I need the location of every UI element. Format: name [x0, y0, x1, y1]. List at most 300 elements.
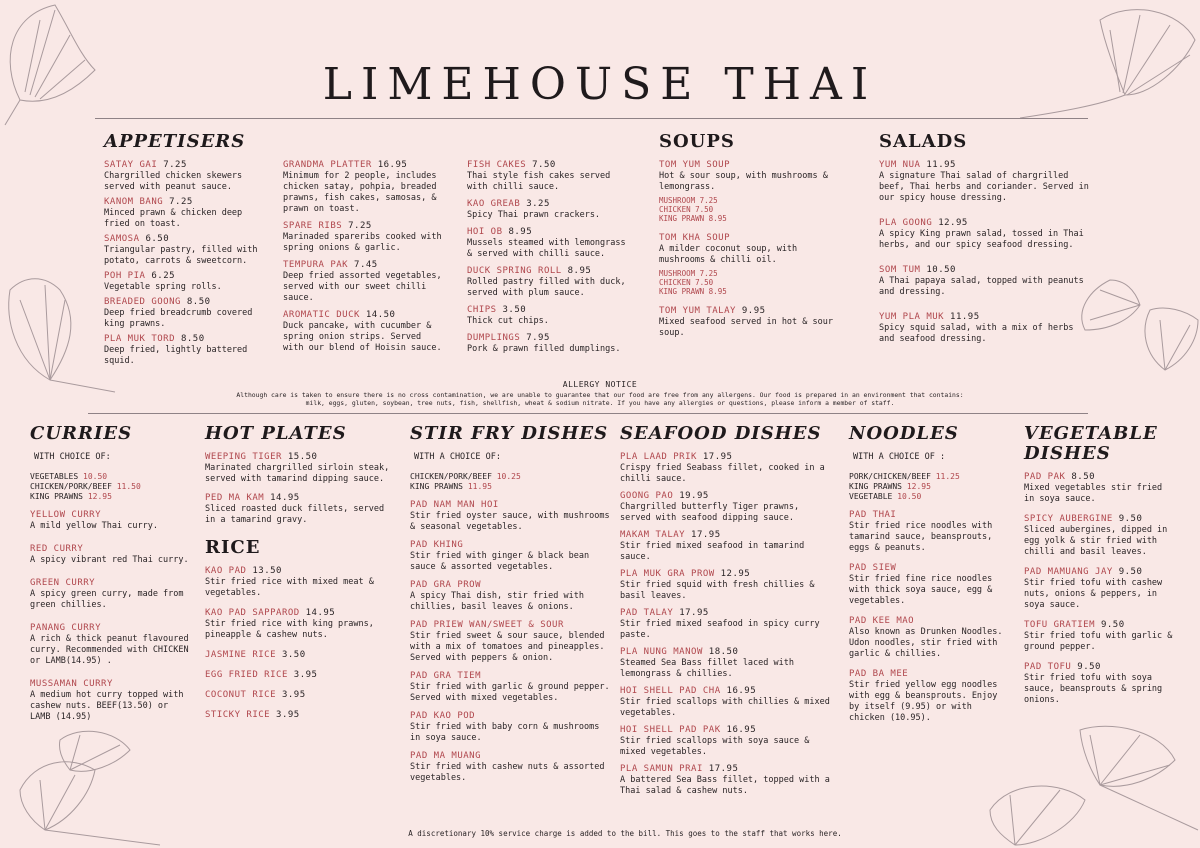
item-description: Stir fried oyster sauce, with mushrooms & seasonal vegetables. — [410, 511, 610, 532]
seafood-title: SEAFOOD DISHES — [620, 423, 822, 444]
item-description: Stir fried with ginger & black bean sauce & assorted vegetables. — [410, 551, 590, 572]
item-description: Marinaded spareribs cooked with spring onions & garlic. — [283, 232, 442, 253]
item-name — [30, 510, 190, 521]
hot-plates-section — [205, 424, 390, 730]
item-price: 8.50 — [180, 334, 205, 344]
menu-item — [104, 160, 264, 193]
option-line — [30, 492, 190, 502]
menu-item — [467, 266, 632, 299]
item-description: Chargrilled butterfly Tiger prawns, served with seafood dipping sauce. — [620, 502, 800, 523]
curries-options — [30, 472, 190, 502]
item-price: 19.95 — [679, 491, 709, 501]
item-name — [104, 160, 264, 171]
item-name — [30, 623, 190, 634]
item-title: RED CURRY — [30, 544, 84, 554]
item-name — [1024, 620, 1174, 631]
item-title: PAD GRA PROW — [410, 580, 482, 590]
item-description: Deep fried assorted vegetables, served with our sweet chilli sauce. — [283, 271, 442, 303]
ginkgo-leaf-left-mid-icon — [0, 230, 120, 400]
appetisers-column-2 — [283, 160, 443, 360]
item-price: 14.95 — [270, 493, 300, 503]
item-description: A rich & thick peanut flavoured curry. Recommended with CHICKEN or LAMB(14.95) . — [30, 634, 189, 666]
menu-item — [659, 233, 839, 296]
item-title: PAD PRIEW WAN/SWEET & SOUR — [410, 620, 564, 630]
option-label: KING PRAWNS — [849, 482, 902, 491]
item-price: 8.50 — [1071, 472, 1096, 482]
item-description: Stir fried with baby corn & mushrooms in soya sauce. — [410, 722, 600, 743]
seafood-section — [620, 424, 830, 803]
item-price: 6.50 — [145, 234, 170, 244]
menu-item — [410, 620, 610, 664]
item-price: 16.95 — [726, 725, 757, 735]
item-name — [620, 647, 830, 658]
item-title: MAKAM TALAY — [620, 530, 686, 540]
item-title: YUM NUA — [879, 160, 921, 170]
item-description: A spicy King prawn salad, tossed in Thai herbs, and our spicy seafood dressing. — [879, 229, 1084, 250]
item-title: PAD SIEW — [849, 563, 897, 573]
menu-item — [283, 160, 443, 215]
menu-item — [205, 710, 390, 721]
vegetable-list — [1024, 472, 1174, 706]
item-name — [467, 199, 632, 210]
stir-fry-title: STIR FRY DISHES — [410, 423, 609, 444]
option-price: 11.50 — [116, 482, 141, 491]
item-price: 16.95 — [726, 686, 757, 696]
item-name — [620, 491, 830, 502]
menu-item — [30, 578, 190, 611]
item-name — [620, 530, 830, 541]
item-variants — [659, 269, 839, 296]
item-price: 13.50 — [252, 566, 282, 576]
soups-title: SOUPS — [659, 131, 735, 152]
hot-plates-title: HOT PLATES — [205, 423, 347, 444]
option-price: 12.95 — [906, 482, 931, 491]
item-title: HOI SHELL PAD PAK — [620, 725, 721, 735]
salads-list — [879, 160, 1089, 345]
item-price: 7.50 — [532, 160, 556, 170]
item-title: PLA MUK TORD — [104, 334, 176, 344]
item-variant: MUSHROOM 7.25 — [659, 196, 718, 205]
item-name — [104, 271, 264, 282]
item-description: Triangular pastry, filled with potato, carrots & sweetcorn. — [104, 245, 258, 266]
item-title: AROMATIC DUCK — [283, 310, 360, 320]
item-title: SPARE RIBS — [283, 221, 343, 231]
item-description: Stir fried squid with fresh chillies & basil leaves. — [620, 580, 815, 601]
menu-item — [30, 623, 190, 667]
item-name — [205, 452, 390, 463]
item-description: Stir fried rice with mixed meat & vegetables. — [205, 577, 374, 598]
item-price: 15.50 — [287, 452, 318, 462]
stir-fry-options — [410, 472, 610, 492]
item-name — [620, 686, 830, 697]
item-price: 11.95 — [926, 160, 956, 170]
item-name — [620, 608, 830, 619]
menu-item — [30, 510, 190, 532]
item-description: A spicy green curry, made from green chillies. — [30, 589, 184, 610]
menu-item — [283, 310, 443, 354]
item-title: TOM YUM TALAY — [659, 306, 736, 316]
menu-item — [620, 452, 830, 485]
item-name — [849, 616, 1009, 627]
item-price: 7.25 — [163, 160, 187, 170]
item-title: PLA GOONG — [879, 218, 933, 228]
menu-item — [205, 566, 390, 599]
menu-item — [410, 711, 610, 744]
item-price: 7.25 — [169, 197, 193, 207]
item-description: Also known as Drunken Noodles. Udon noodles, stir fried with garlic & chillies. — [849, 627, 1003, 659]
option-label: KING PRAWNS — [30, 492, 83, 501]
soups-list — [659, 160, 839, 339]
menu-item — [620, 608, 830, 641]
item-description: Thai style fish cakes served with chilli sauce. — [467, 171, 611, 192]
item-variant: CHICKEN 7.50 — [659, 278, 714, 287]
menu-item — [620, 725, 830, 758]
item-title: SPICY AUBERGINE — [1024, 514, 1113, 524]
item-description: Mussels steamed with lemongrass & served with chilli sauce. — [467, 238, 626, 259]
menu-item — [467, 305, 632, 327]
item-title: JASMINE RICE — [205, 650, 277, 660]
item-variant: CHICKEN 7.50 — [659, 205, 714, 214]
item-description: Crispy fried Seabass fillet, cooked in a chilli sauce. — [620, 463, 825, 484]
curries-title: CURRIES — [30, 423, 133, 444]
item-title: PAD TALAY — [620, 608, 674, 618]
menu-item — [104, 334, 264, 367]
item-name — [620, 764, 830, 775]
item-description: Stir fried scallops with chillies & mixed vegetables. — [620, 697, 830, 718]
item-price: 18.50 — [708, 647, 739, 657]
item-description: Stir fried tofu with soya sauce, beansprouts & spring onions. — [1024, 673, 1163, 705]
item-name — [879, 265, 1089, 276]
item-description: A mild yellow Thai curry. — [30, 521, 158, 531]
item-title: PLA SAMUN PRAI — [620, 764, 703, 774]
item-price: 9.50 — [1077, 662, 1101, 672]
item-name — [1024, 662, 1174, 673]
item-description: Stir fried rice noodles with tamarind sauce, beansprouts, eggs & peanuts. — [849, 521, 993, 553]
menu-item — [467, 227, 632, 260]
menu-item — [205, 493, 390, 526]
menu-item — [879, 160, 1089, 204]
item-name — [410, 671, 610, 682]
item-price: 10.50 — [926, 265, 956, 275]
item-title: TEMPURA PAK — [283, 260, 349, 270]
item-title: KAO PAD SAPPAROD — [205, 608, 300, 618]
item-title: WEEPING TIGER — [205, 452, 282, 462]
item-description: A Thai papaya salad, topped with peanuts and dressing. — [879, 276, 1084, 297]
stir-fry-section — [410, 424, 610, 791]
item-description: Stir fried tofu with cashew nuts, onions & peppers, in soya sauce. — [1024, 578, 1163, 610]
option-price: 11.95 — [467, 482, 492, 491]
item-description: Stir fried scallops with soya sauce & mixed vegetables. — [620, 736, 810, 757]
soups-section — [659, 132, 839, 349]
item-description: Sliced roasted duck fillets, served in a tamarind gravy. — [205, 504, 385, 525]
item-description: A milder coconut soup, with mushrooms & chilli oil. — [659, 244, 798, 265]
item-description: Stir fried with garlic & ground pepper. Served with mixed vegetables. — [410, 682, 610, 703]
item-name — [879, 312, 1089, 323]
item-title: GRANDMA PLATTER — [283, 160, 372, 170]
menu-item — [467, 199, 632, 221]
noodles-section — [849, 424, 1009, 733]
item-title: PAD NAM MAN HOI — [410, 500, 499, 510]
curries-note: WITH CHOICE OF: — [34, 452, 111, 462]
menu-item — [205, 650, 390, 661]
menu-item — [467, 160, 632, 193]
item-price: 8.95 — [508, 227, 533, 237]
noodles-title: NOODLES — [849, 423, 959, 444]
menu-item — [1024, 514, 1174, 558]
item-title: PLA LAAD PRIK — [620, 452, 697, 462]
item-title: STICKY RICE — [205, 710, 271, 720]
menu-item — [410, 751, 610, 784]
item-price: 11.95 — [950, 312, 980, 322]
item-title: DUCK SPRING ROLL — [467, 266, 562, 276]
item-variants — [659, 196, 839, 223]
menu-item — [849, 510, 1009, 554]
item-name — [205, 608, 390, 619]
item-name — [849, 563, 1009, 574]
item-price: 12.95 — [938, 218, 968, 228]
item-name — [1024, 514, 1174, 525]
item-title: PAD THAI — [849, 510, 897, 520]
menu-item — [849, 669, 1009, 724]
item-price: 6.25 — [151, 271, 176, 281]
item-price: 17.95 — [708, 764, 739, 774]
seafood-list — [620, 452, 830, 797]
item-name — [1024, 472, 1174, 483]
item-price: 3.95 — [293, 670, 318, 680]
item-title: COCONUT RICE — [205, 690, 277, 700]
menu-item — [104, 197, 264, 230]
item-name — [659, 160, 839, 171]
item-name — [849, 669, 1009, 680]
item-name — [283, 310, 443, 321]
item-description: Pork & prawn filled dumplings. — [467, 344, 621, 354]
option-label: VEGETABLES — [30, 472, 79, 481]
item-description: Vegetable spring rolls. — [104, 282, 222, 292]
item-description: Sliced aubergines, dipped in egg yolk & stir fried with chilli and basil leaves. — [1024, 525, 1168, 557]
menu-item — [467, 333, 632, 355]
salads-title: SALADS — [879, 131, 968, 152]
noodles-options — [849, 472, 1009, 502]
item-name — [205, 566, 390, 577]
item-name — [620, 725, 830, 736]
item-description: Stir fried tofu with garlic & ground pepper. — [1024, 631, 1173, 652]
middle-divider — [88, 413, 1088, 414]
option-line — [410, 482, 610, 492]
hot-plates-list — [205, 452, 390, 526]
item-price: 3.50 — [502, 305, 527, 315]
item-name — [205, 493, 390, 504]
appetisers-column-3 — [467, 160, 632, 361]
item-name — [410, 500, 610, 511]
rice-list — [205, 566, 390, 721]
item-name — [104, 334, 264, 345]
menu-item — [1024, 567, 1174, 611]
item-name — [104, 297, 264, 308]
item-variant: KING PRAWN 8.95 — [659, 287, 727, 296]
option-line — [30, 482, 190, 492]
item-description: A spicy Thai dish, stir fried with chillies, basil leaves & onions. — [410, 591, 584, 612]
option-label: PORK/CHICKEN/BEEF — [849, 472, 931, 481]
item-name — [879, 160, 1089, 171]
item-title: SOM TUM — [879, 265, 921, 275]
option-line — [30, 472, 190, 482]
item-title: KANOM BANG — [104, 197, 164, 207]
service-charge-note: A discretionary 10% service charge is added to the bill. This goes to the staff that works here. — [408, 829, 842, 838]
item-price: 9.95 — [741, 306, 766, 316]
item-name — [104, 234, 264, 245]
menu-item — [205, 670, 390, 681]
item-price: 7.95 — [526, 333, 550, 343]
item-name — [467, 333, 632, 344]
item-price: 14.50 — [365, 310, 396, 320]
option-line — [849, 492, 1009, 502]
item-title: DUMPLINGS — [467, 333, 521, 343]
item-title: PAD GRA TIEM — [410, 671, 482, 681]
item-title: KAO PAD — [205, 566, 247, 576]
item-description: Stir fried yellow egg noodles with egg & beansprouts. Enjoy by itself (9.95) or with chicken (10.95). — [849, 680, 998, 723]
option-price: 10.50 — [83, 472, 108, 481]
item-title: PED MA KAM — [205, 493, 265, 503]
option-label: VEGETABLE — [849, 492, 893, 501]
item-variant: MUSHROOM 7.25 — [659, 269, 718, 278]
item-description: Mixed vegetables stir fried in soya sauce. — [1024, 483, 1163, 504]
item-description: Stir fried mixed seafood in spicy curry paste. — [620, 619, 820, 640]
item-description: Marinated chargrilled sirloin steak, served with tamarind dipping sauce. — [205, 463, 390, 484]
item-price: 17.95 — [691, 530, 721, 540]
allergy-notice-text: Although care is taken to ensure there is no cross contamination, we are unable to guarantee that our food are free from any allergens. Our food is prepared in an environment that contains: milk, eggs, gluten, soybean, tree nuts, fish, shellfish, wheat & sodium nitrate. If you have any allergies or questions, please inform a member of staff. — [236, 391, 964, 407]
menu-item — [849, 563, 1009, 607]
item-price: 9.50 — [1118, 567, 1143, 577]
noodles-note: WITH A CHOICE OF : — [853, 452, 946, 462]
item-price: 3.25 — [526, 199, 550, 209]
item-title: GOONG PAO — [620, 491, 674, 501]
item-description: Stir fried sweet & sour sauce, blended with a mix of tomatoes and pineapples. Served with peppers & onion. — [410, 631, 605, 663]
item-title: PANANG CURRY — [30, 623, 102, 633]
appetisers-section — [104, 132, 644, 160]
item-name — [659, 233, 839, 244]
menu-item — [30, 544, 190, 566]
item-name — [467, 305, 632, 316]
item-description: Deep fried breadcrumb covered king prawns. — [104, 308, 253, 329]
item-name — [467, 227, 632, 238]
menu-item — [879, 218, 1089, 251]
menu-item — [879, 265, 1089, 298]
item-name — [205, 710, 390, 721]
item-name — [879, 218, 1089, 229]
item-price: 16.95 — [377, 160, 408, 170]
item-title: YELLOW CURRY — [30, 510, 102, 520]
menu-item — [620, 530, 830, 563]
restaurant-title: LIMEHOUSE THAI — [322, 59, 878, 111]
appetisers-column-1 — [104, 160, 264, 371]
item-name — [205, 650, 390, 661]
item-title: PLA NUNG MANOW — [620, 647, 703, 657]
item-name — [283, 221, 443, 232]
item-name — [205, 690, 390, 701]
item-title: YUM PLA MUK — [879, 312, 945, 322]
item-description: Thick cut chips. — [467, 316, 549, 326]
item-title: PAD PAK — [1024, 472, 1066, 482]
menu-item — [1024, 662, 1174, 706]
item-description: Stir fried mixed seafood in tamarind sauce. — [620, 541, 805, 562]
option-line — [849, 482, 1009, 492]
item-title: TOFU GRATIEM — [1024, 620, 1096, 630]
item-price: 17.95 — [702, 452, 733, 462]
item-description: Stir fried fine rice noodles with thick soya sauce, egg & vegetables. — [849, 574, 993, 606]
menu-item — [30, 679, 190, 723]
item-name — [620, 452, 830, 463]
item-price: 3.95 — [276, 710, 300, 720]
menu-item — [104, 234, 264, 267]
item-title: TOM YUM SOUP — [659, 160, 731, 170]
option-price: 10.50 — [897, 492, 922, 501]
item-price: 3.50 — [281, 650, 306, 660]
item-title: PLA MUK GRA PROW — [620, 569, 715, 579]
menu-item — [620, 647, 830, 680]
menu-item — [410, 580, 610, 613]
menu-item — [205, 608, 390, 641]
item-title: KAO GREAB — [467, 199, 521, 209]
item-title: HOI OB — [467, 227, 503, 237]
item-title: SATAY GAI — [104, 160, 158, 170]
item-title: BREADED GOONG — [104, 297, 181, 307]
salads-section — [879, 132, 1089, 359]
item-title: FISH CAKES — [467, 160, 527, 170]
menu-item — [410, 500, 610, 533]
item-name — [410, 580, 610, 591]
item-description: Minced prawn & chicken deep fried on toast. — [104, 208, 243, 229]
curries-list — [30, 510, 190, 723]
item-title: PAD MA MUANG — [410, 751, 482, 761]
item-name — [283, 260, 443, 271]
item-description: A battered Sea Bass fillet, topped with a Thai salad & cashew nuts. — [620, 775, 830, 796]
item-name — [30, 679, 190, 690]
item-price: 8.50 — [186, 297, 211, 307]
menu-item — [1024, 620, 1174, 653]
item-description: A medium hot curry topped with cashew nuts. BEEF(13.50) or LAMB (14.95) — [30, 690, 184, 722]
item-title: PAD MAMUANG JAY — [1024, 567, 1113, 577]
item-name — [104, 197, 264, 208]
item-description: Stir fried with cashew nuts & assorted vegetables. — [410, 762, 605, 783]
item-price: 8.95 — [567, 266, 592, 276]
item-name — [30, 544, 190, 555]
item-title: GREEN CURRY — [30, 578, 96, 588]
item-price: 14.95 — [305, 608, 336, 618]
item-name — [410, 540, 610, 551]
item-name — [205, 670, 390, 681]
item-name — [467, 266, 632, 277]
item-name — [620, 569, 830, 580]
stir-fry-note: WITH A CHOICE OF: — [414, 452, 501, 462]
menu-item — [205, 452, 390, 485]
item-description: A spicy vibrant red Thai curry. — [30, 555, 189, 565]
item-description: A signature Thai salad of chargrilled beef, Thai herbs and coriander. Served in our spicy house dressing. — [879, 171, 1089, 203]
item-description: Mixed seafood served in hot & sour soup. — [659, 317, 833, 338]
menu-item — [659, 306, 839, 339]
item-description: Stir fried rice with king prawns, pineapple & cashew nuts. — [205, 619, 374, 640]
appetisers-title: APPETISERS — [104, 131, 246, 152]
vegetable-title: VEGETABLE DISHES — [1024, 423, 1158, 464]
item-name — [467, 160, 632, 171]
menu-item — [620, 686, 830, 719]
item-name — [410, 751, 610, 762]
item-description: Deep fried, lightly battered squid. — [104, 345, 248, 366]
item-title: CHIPS — [467, 305, 497, 315]
item-title: HOI SHELL PAD CHA — [620, 686, 721, 696]
vegetable-section — [1024, 424, 1174, 715]
item-price: 7.25 — [348, 221, 372, 231]
item-name — [30, 578, 190, 589]
